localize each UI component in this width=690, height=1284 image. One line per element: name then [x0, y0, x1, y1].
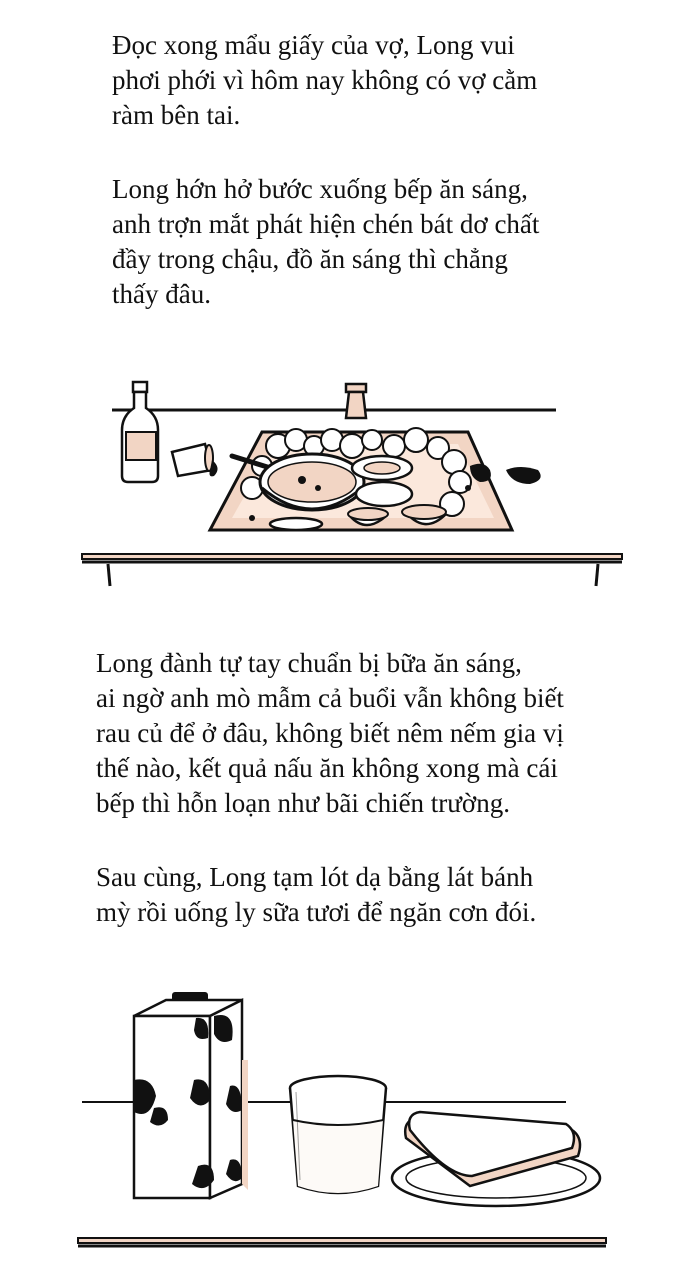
- story-line: thấy đâu.: [112, 279, 211, 309]
- dirty-sink-illustration: [0, 370, 690, 600]
- story-paragraph-3: [96, 646, 564, 821]
- faucet-icon: [346, 384, 366, 418]
- bottle-icon: [122, 382, 158, 482]
- toast-plate-icon: [392, 1112, 600, 1206]
- milk-carton-icon: [134, 992, 248, 1198]
- story-line: ai ngờ anh mò mẫm cả buổi vẫn không biết: [96, 683, 564, 713]
- story-line: Long hớn hở bước xuống bếp ăn sáng,: [112, 174, 528, 204]
- story-paragraph-4: [96, 860, 536, 930]
- story-line: Đọc xong mẩu giấy của vợ, Long vui: [112, 30, 515, 60]
- tipped-cup-icon: [172, 444, 218, 476]
- story-line: bếp thì hỗn loạn như bãi chiến trường.: [96, 788, 510, 818]
- breakfast-illustration: [0, 980, 690, 1270]
- story-line: đầy trong chậu, đồ ăn sáng thì chẳng: [112, 244, 508, 274]
- table-surface: [78, 1238, 606, 1246]
- story-line: Sau cùng, Long tạm lót dạ bằng lát bánh: [96, 862, 534, 892]
- milk-glass-icon: [290, 1076, 386, 1193]
- kitchen-counter: [82, 554, 622, 586]
- story-line: mỳ rồi uống ly sữa tươi để ngăn cơn đói.: [96, 897, 537, 927]
- story-paragraph-2: [112, 172, 539, 312]
- story-line: ràm bên tai.: [112, 100, 241, 130]
- story-line: rau củ để ở đâu, không biết nêm nếm gia vị: [96, 718, 564, 748]
- story-line: thế nào, kết quả nấu ăn không xong mà cái: [96, 753, 558, 783]
- story-line: Long đành tự tay chuẩn bị bữa ăn sáng,: [96, 648, 522, 678]
- story-paragraph-1: [112, 28, 537, 133]
- story-line: anh trợn mắt phát hiện chén bát dơ chất: [112, 209, 540, 239]
- story-line: phơi phới vì hôm nay không có vợ cằm: [112, 65, 538, 95]
